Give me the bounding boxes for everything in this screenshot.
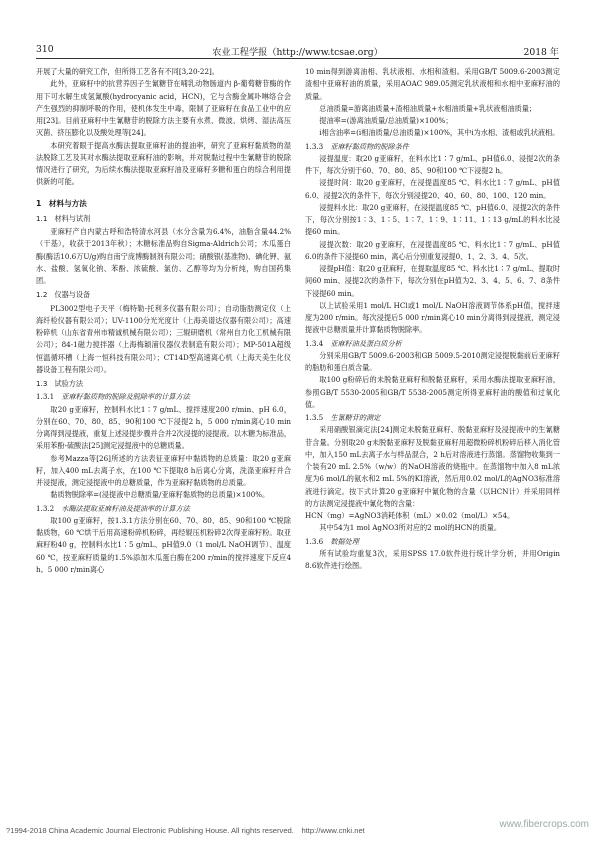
site-watermark: www.fibercrops.com bbox=[499, 819, 589, 830]
publication-year: 2018 年 bbox=[523, 47, 559, 58]
page-number: 310 bbox=[36, 44, 54, 55]
body-paragraph: 此外，亚麻籽中的抗营养因子生氰糖苷在哺乳动物肠道内 β-葡萄糖苷酶的作用下可水解生成氢氰酸(hydrocyanic acid，HCN)，它与含酶金属卟啉络合会产生强烈的抑制呼吸的作用，使机体发生中毒，限制了亚麻籽在食品工业中的应用[23]。目前亚麻籽中生氰糖苷的脱除方法主要有水煮、微波、烘烤、湿法高压灭菌、挤压膨化以及酸处理等[24]。 bbox=[36, 79, 291, 138]
heading-text: 亚麻籽油及蛋白质分析 bbox=[330, 338, 402, 348]
heading-number: 1.3.2 bbox=[36, 503, 62, 513]
subsubsection-heading bbox=[36, 391, 291, 403]
heading-number: 1.3.5 bbox=[305, 413, 331, 422]
body-paragraph: 浸提次数：取20 g亚麻籽，在浸提温度85 ℃、料水比1∶7 g/mL、pH值6.0的条件下浸提60 min，离心后分别重复浸提0、1、2、3、4、5次。 bbox=[305, 239, 560, 261]
heading-number: 1.3.3 bbox=[305, 141, 331, 151]
body-paragraph: 取20 g亚麻籽，控制料水比1∶7 g/mL、搅拌速度200 r/min、pH 6.0，分别在60、70、80、85、90和100 ℃下浸提2 h，5 000 r/min离心10 min分离得到浸提液，重复上述浸提步骤并合并2次浸提的浸提液。以木糖为标准品，采用苯酚-硫酸法[25]测定浸提液中的总糖质量。 bbox=[36, 404, 291, 451]
heading-number: 1.3.6 bbox=[305, 536, 331, 546]
body-paragraph: 浸提pH值：取20 g亚麻籽，在提取温度85 ℃、料水比1∶7 g/mL、提取时间60 min、浸提2次的条件下，每次分别在pH值为2、3、4、5、6、7、8条件下浸提60 min。 bbox=[305, 264, 560, 298]
body-paragraph: i相含油率=(i相油质量/总油质量)×100%，其中i为水相、渣相或乳状液相。 bbox=[319, 128, 560, 138]
body-paragraph: 提油率=(游离油质量/总油质量)×100%； bbox=[319, 116, 453, 125]
heading-text: 亚麻籽黏质物的脱除条件 bbox=[330, 141, 409, 151]
body-paragraph: 参考Mazza等[26]所述的方法表征亚麻籽中黏质物的总质量：取20 g亚麻籽，加入400 mL去离子水，在100 ℃下提取8 h后离心分离，洗涤亚麻籽并合并浸提液，测定浸提液中的总糖质量，作为亚麻籽黏质物的总质量。 bbox=[36, 453, 291, 487]
body-paragraph: 亚麻籽产自内蒙古呼和浩特清水河县（水分含量为6.4%，油脂含量44.2%（干基），收获于2013年秋）；木糖标准品购自Sigma-Aldrich公司；木瓜蛋白酶(酶活10.6万U/g)购自南宁庞博酶制剂有限公司；硝酸银(基准物)、碘化钾、氨水、盐酸、氢氧化钠、苯酚、浓硫酸、氯仿、乙醇等均为分析纯，购自国药集团。 bbox=[36, 227, 291, 285]
body-paragraph: PL3002型电子天平（梅特勒-托利多仪器有限公司）；自动脂肪测定仪（上海纤检仪器有限公司）；UV-1100分光光度计（上海美谱达仪器有限公司）；高速粉碎机（山东省青州市精诚机械有限公司）；三辊研磨机（常州自力化工机械有限公司）；84-1磁力搅拌器（上海梅颖浦仪器仪表制造有限公司）；MP-501A超级恒温循环槽（上海一恒科技有限公司）；CT14D型高速离心机（上海天美生化仪器设备工程有限公司）。 bbox=[36, 303, 291, 374]
running-header bbox=[36, 42, 559, 59]
heading-number: 1.3.1 bbox=[36, 392, 62, 402]
heading-text: 水酶法提取亚麻籽油及提油率的计算方法 bbox=[61, 503, 190, 513]
body-paragraph: 分别采用GB/T 5009.6-2003和GB 5009.5-2010测定浸提脱黏前后亚麻籽的脂肪和蛋白质含量。 bbox=[305, 350, 560, 372]
heading-text: 生氰糖苷的测定 bbox=[330, 413, 381, 422]
heading-number: 1.3.4 bbox=[305, 338, 331, 348]
subsubsection-heading bbox=[305, 338, 560, 350]
subsubsection-heading bbox=[305, 141, 560, 153]
right-column bbox=[305, 66, 560, 572]
subsection-heading: 1.2 仪器与设备 bbox=[36, 290, 91, 300]
body-paragraph: 黏质物脱除率=(浸提液中总糖质量/亚麻籽黏质物的总质量)×100%。 bbox=[50, 490, 270, 500]
heading-text: 数据处理 bbox=[330, 536, 359, 546]
body-paragraph: 本研究着眼于提高水酶法提取亚麻籽油的提油率，研究了亚麻籽黏质物的湿法脱除工艺及其对水酶法提取亚麻籽油的影响，并对脱黏过程中生氰糖苷的脱除情况进行了研究，为后续水酶法提取亚麻籽油及亚麻籽多糖和蛋白的综合利用提供新的可能。 bbox=[36, 140, 291, 187]
body-paragraph: 开展了大量的研究工作，但所得工艺各有不同[3,20-22]。 bbox=[36, 67, 219, 76]
heading-text: 亚麻籽黏质物的脱除及脱除率的计算方法 bbox=[61, 392, 190, 402]
body-paragraph: 浸提温度：取20 g亚麻籽，在料水比1∶7 g/mL、pH值6.0、浸提2次的条件下，每次分别于60、70、80、85、90和100 ℃下浸提2 h。 bbox=[305, 153, 560, 175]
body-paragraph: 总油质量=游离油质量+渣相油质量+水相油质量+乳状液相油质量； bbox=[319, 103, 537, 113]
body-paragraph: 取100 g亚麻籽，按1.3.1方法分别在60、70、80、85、90和100 ℃脱除黏质物，60 ℃烘干后用高速粉碎机粉碎，再经辊压机粉碎2次得亚麻籽粉。取亚麻籽粉40 g，控制料水比1∶5 g/mL、pH值9.0（1 mol/L NaOH调节）、温度60 ℃，按亚麻籽质量的1.5%添加木瓜蛋白酶在200 r/min的搅拌速度下反应4 h。5 000 r/min离心 bbox=[36, 515, 291, 574]
body-paragraph: 所有试验均重复3次，采用SPSS 17.0软件进行统计学分析，并用Origin 8.6软件进行绘图。 bbox=[305, 548, 560, 570]
left-column bbox=[36, 66, 291, 576]
body-paragraph: 浸提料水比：取20 g亚麻籽，在浸提温度85 ℃、pH值6.0、浸提2次的条件下，每次分别按1∶3、1∶5、1∶7、1∶9、1∶11、1∶13 g/mL的料水比浸提60 min。 bbox=[305, 202, 560, 237]
journal-title: 农业工程学报（http://www.tcsae.org） bbox=[212, 47, 383, 58]
subsubsection-heading bbox=[305, 412, 560, 424]
subsubsection-heading bbox=[305, 536, 560, 548]
body-paragraph: 取100 g粉碎后的未脱黏亚麻籽和脱黏亚麻籽，采用水酶法提取亚麻籽油，参照GB/T 5530-2005和GB/T 5538-2005测定所得亚麻籽油的酸值和过氧化值。 bbox=[305, 375, 560, 409]
body-paragraph: 以上试验采用1 mol/L HCl或1 mol/L NaOH溶液调节体系pH值，搅拌速度为200 r/min。每次浸提后5 000 r/min离心10 min分离得到浸提液，测定浸提液中总糖质量并计算黏质物脱除率。 bbox=[305, 300, 560, 335]
body-paragraph: 其中54为1 mol AgNO3所对应的2 mol的HCN的质量。 bbox=[319, 523, 501, 533]
subsubsection-heading bbox=[36, 503, 291, 515]
subsection-heading: 1.3 试验方法 bbox=[36, 379, 84, 388]
body-paragraph: 采用硝酸银滴定法[24]测定未脱黏亚麻籽、脱黏亚麻籽及浸提液中的生氰糖苷含量。分别取20 g未脱黏亚麻籽及脱黏亚麻籽用超微粉碎机粉碎后移入消化管中，加入150 mL去离子水与样品混合，2 h后对溶液进行蒸馏。蒸馏物收集到一个装有20 mL 2.5%（w/w）的NaOH溶液的烧瓶中。在蒸馏物中加入8 mL浓度为6 mol/L的氨水和2 mL 5%的KI溶液，然后用0.02 mol/L的AgNO3标准溶液进行滴定。按下式计算20 g亚麻籽中氰化物的含量（以HCN计）并采用同样的方法测定浸提液中氰化物的含量： bbox=[305, 425, 560, 508]
copyright-notice: ?1994-2018 China Academic Journal Electronic Publishing House. All rights reserved. http://www.cnki.net bbox=[6, 826, 365, 835]
body-paragraph: 浸提时间：取20 g亚麻籽，在浸提温度85 ℃、料水比1∶7 g/mL、pH值6.0、浸提2次的条件下，每次分别浸提20、40、60、80、100、120 min。 bbox=[305, 178, 560, 200]
body-paragraph: 10 min得到游离油相、乳状液相、水相和渣相。采用GB/T 5009.6-2003测定渣相中亚麻籽油的质量，采用AOAC 989.05测定乳状液相和水相中亚麻籽油的质量。 bbox=[305, 67, 560, 101]
body-paragraph: HCN（mg）=AgNO3消耗体积（mL）×0.02（mol/L）×54。 bbox=[305, 511, 515, 520]
subsection-heading: 1.1 材料与试剂 bbox=[36, 213, 91, 223]
section-heading: 1 材料与方法 bbox=[36, 198, 87, 208]
